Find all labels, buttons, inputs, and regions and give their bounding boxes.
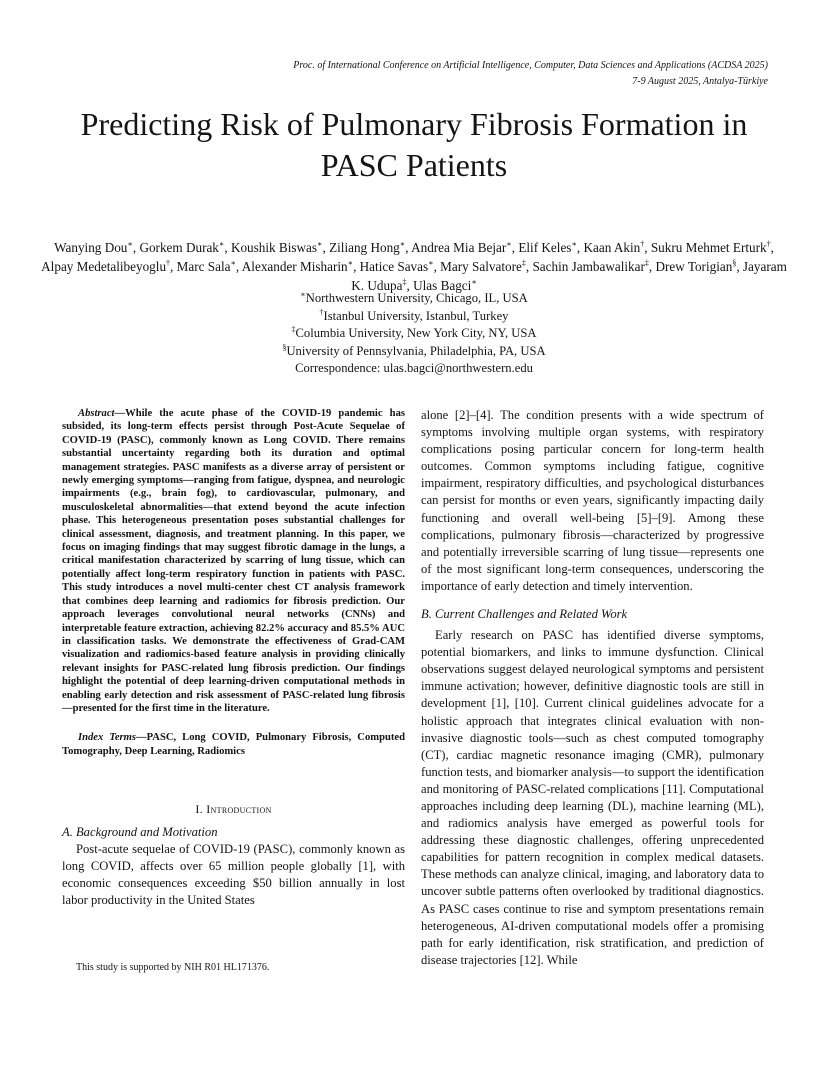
- section-heading-introduction: [62, 802, 405, 817]
- conference-line-1: Proc. of International Conference on Artificial Intelligence, Computer, Data Sciences and Applications (ACDSA 2025): [293, 60, 768, 71]
- affiliation-3: [40, 325, 788, 343]
- author-affiliation-mark: §: [732, 258, 737, 268]
- correspondence: Correspondence: ulas.bagci@northwestern.edu: [295, 361, 533, 375]
- left-column: [62, 407, 405, 910]
- challenges-paragraph: Early research on PASC has identified diverse symptoms, potential biomarkers, and links to immune dysfunction. Clinical observations suggest delayed neurological symptoms and persistent immune activation; however, definitive diagnostic tools are still in development [1], [10]. Current clinical guidelines advocate for a holistic approach that integrates clinical evaluation with non-invasive diagnostic tools—such as chest computed tomography (CT), cardiac magnetic resonance imaging (CMR), pulmonary function tests, and biomarker analysis—to support the identification and monitoring of PASC-related complications [11]. Computational approaches including deep learning (DL), machine learning (ML), and radiomics analysis have emerged as powerful tools for addressing these diagnostic challenges, offering unprecedented capabilities for pattern recognition in complex medical datasets. These methods can analyze clinical, imaging, and laboratory data to uncover subtle patterns often overlooked by traditional diagnostics. As PASC cases continue to rise and symptom presentations remain heterogeneous, AI-driven computational models offer a promising path for early identification, risk stratification, and prediction of disease trajectories [12]. While: [421, 628, 764, 967]
- conference-line-2: 7-9 August 2025, Antalya-Türkiye: [632, 76, 768, 87]
- author-name: Kaan Akin: [583, 240, 641, 255]
- author-name: Mary Salvatore: [440, 259, 522, 274]
- index-terms: [62, 731, 405, 758]
- conference-header: [293, 58, 768, 90]
- abstract-text: —While the acute phase of the COVID-19 pandemic has subsided, its long-term effects persist through Post-Acute Sequelae of COVID-19 (PASC), commonly known as Long COVID. There remains substantial uncertainty regarding both its duration and optimal management strategies. PASC manifests as a diverse array of persistent or newly emerging symptoms—ranging from fatigue, dyspnea, and neurologic impairments (e.g., brain fog), to cardiovascular, pulmonary, and musculoskeletal abnormalities—that extend beyond the acute infection phase. This heterogeneous presentation poses substantial challenges for clinical assessment, diagnosis, and treatment planning. In this paper, we focus on imaging findings that may suggest fibrotic damage in the lungs, a critical manifestation characterized by scarring of lung tissue, which can potentially affect long-term respiratory function in patients with PASC. This study introduces a novel multi-center chest CT analysis framework that combines deep learning and radiomics for fibrosis prediction. Our approach leverages convolutional neural networks (CNNs) and interpretable feature extraction, achieving 82.2% accuracy and 85.5% AUC in classification tasks. We demonstrate the effectiveness of Grad-CAM visualization and radiomics-based feature analysis in providing clinically relevant insights for PASC-related lung fibrosis prediction. Our findings highlight the potential of deep learning-driven computational methods in enabling early detection and risk assessment of PASC-related lung fibrosis—presented for the first time in the literature.: [62, 408, 405, 714]
- index-terms-label: Index Terms: [78, 732, 137, 744]
- author-affiliation-mark: ∗: [506, 239, 512, 249]
- author-affiliation-mark: ∗: [230, 258, 236, 268]
- author-name: Sachin Jambawalikar: [532, 259, 645, 274]
- author-affiliation-mark: ∗: [571, 239, 577, 249]
- intro-paragraph: Post-acute sequelae of COVID-19 (PASC), commonly known as long COVID, affects over 65 million people globally [1], with economic consequences exceeding $50 billion annually in lost labor productivity in the United States: [62, 842, 405, 908]
- author-affiliation-mark: ∗: [218, 239, 225, 249]
- author-name: Koushik Biswas: [230, 240, 318, 255]
- author-name: Sukru Mehmet Erturk: [650, 240, 767, 255]
- author-affiliation-mark: ‡: [521, 258, 526, 268]
- author-affiliation-mark: ∗: [471, 277, 477, 287]
- author-affiliation-mark: ‡: [644, 258, 649, 268]
- affiliation-mark: †: [319, 307, 324, 317]
- affiliation-text: Istanbul University, Istanbul, Turkey: [323, 308, 509, 323]
- author-affiliation-mark: †: [166, 258, 171, 268]
- section-number: I.: [195, 802, 203, 817]
- author-name: Andrea Mia Bejar: [411, 240, 507, 255]
- author-name: Hatice Savas: [359, 259, 429, 274]
- affiliation-text: University of Pennsylvania, Philadelphia, PA, USA: [286, 343, 546, 358]
- affiliation-4: [40, 343, 788, 361]
- affiliations: [40, 290, 788, 378]
- author-name: Jayaram K. Udupa: [351, 259, 787, 293]
- affiliation-mark: ‡: [291, 324, 296, 334]
- author-list: Wanying Dou∗, Gorkem Durak∗, Koushik Biswas∗, Ziliang Hong∗, Andrea Mia Bejar∗, Elif Keles∗, Kaan Akin†, Sukru Mehmet Erturk†, Alpay Medetalibeyoglu†, Marc Sala∗, Alexander Misharin∗, Hatice Savas∗, Mary Salvatore‡, Sachin Jambawalikar‡, Drew Torigian§, Jayaram K. Udupa‡, Ulas Bagci∗: [41, 239, 787, 293]
- author-name: Ulas Bagci: [413, 278, 472, 293]
- author-affiliation-mark: ∗: [399, 239, 406, 249]
- author-name: Alpay Medetalibeyoglu: [41, 259, 167, 274]
- author-affiliation-mark: ‡: [402, 277, 407, 287]
- abstract: [62, 407, 405, 715]
- subsection-heading-a: A. Background and Motivation: [62, 825, 218, 840]
- affiliation-text: Northwestern University, Chicago, IL, USA: [305, 291, 528, 305]
- author-affiliation-mark: ∗: [428, 258, 434, 268]
- affiliation-2: [40, 308, 788, 326]
- author-name: Drew Torigian: [655, 259, 733, 274]
- affiliation-1: [40, 290, 788, 308]
- author-affiliation-mark: ∗: [317, 239, 323, 249]
- author-name: Alexander Misharin: [241, 259, 348, 274]
- author-name: Gorkem Durak: [139, 240, 219, 255]
- funding-footnote: This study is supported by NIH R01 HL171376.: [76, 962, 270, 973]
- subsection-heading-b: B. Current Challenges and Related Work: [421, 607, 628, 622]
- author-name: Ziliang Hong: [329, 240, 400, 255]
- affiliation-text: Columbia University, New York City, NY, USA: [295, 326, 537, 340]
- author-name: Marc Sala: [176, 259, 231, 274]
- abstract-label: Abstract: [78, 408, 115, 419]
- affiliation-mark: ∗: [300, 289, 306, 299]
- author-affiliation-mark: ∗: [127, 239, 133, 249]
- author-affiliation-mark: †: [766, 239, 771, 249]
- author-name: Wanying Dou: [54, 240, 128, 255]
- author-affiliation-mark: ∗: [347, 258, 354, 268]
- right-column: [421, 407, 764, 969]
- author-affiliation-mark: †: [640, 239, 645, 249]
- author-name: Elif Keles: [518, 240, 572, 255]
- affiliation-mark: §: [282, 342, 287, 352]
- paper-title: Predicting Risk of Pulmonary Fibrosis Formation in PASC Patients: [80, 106, 748, 183]
- continued-paragraph: alone [2]–[4]. The condition presents with a wide spectrum of symptoms involving multiple organ systems, with respiratory complications posing particular concern for long-term health outcomes. Common symptoms including fatigue, cognitive impairment, respiratory difficulties, and psychological disturbances can persist for months or even years, significantly impacting daily functioning and overall well-being [5]–[9]. Among these complications, pulmonary fibrosis—characterized by progressive and potentially irreversible scarring of lung tissue—represents one of the most significant long-term consequences, underscoring the importance of early detection and timely intervention.: [421, 408, 764, 593]
- section-title: Introduction: [206, 802, 272, 817]
- index-terms-text: —PASC, Long COVID, Pulmonary Fibrosis, Computed Tomography, Deep Learning, Radiomics: [62, 732, 405, 757]
